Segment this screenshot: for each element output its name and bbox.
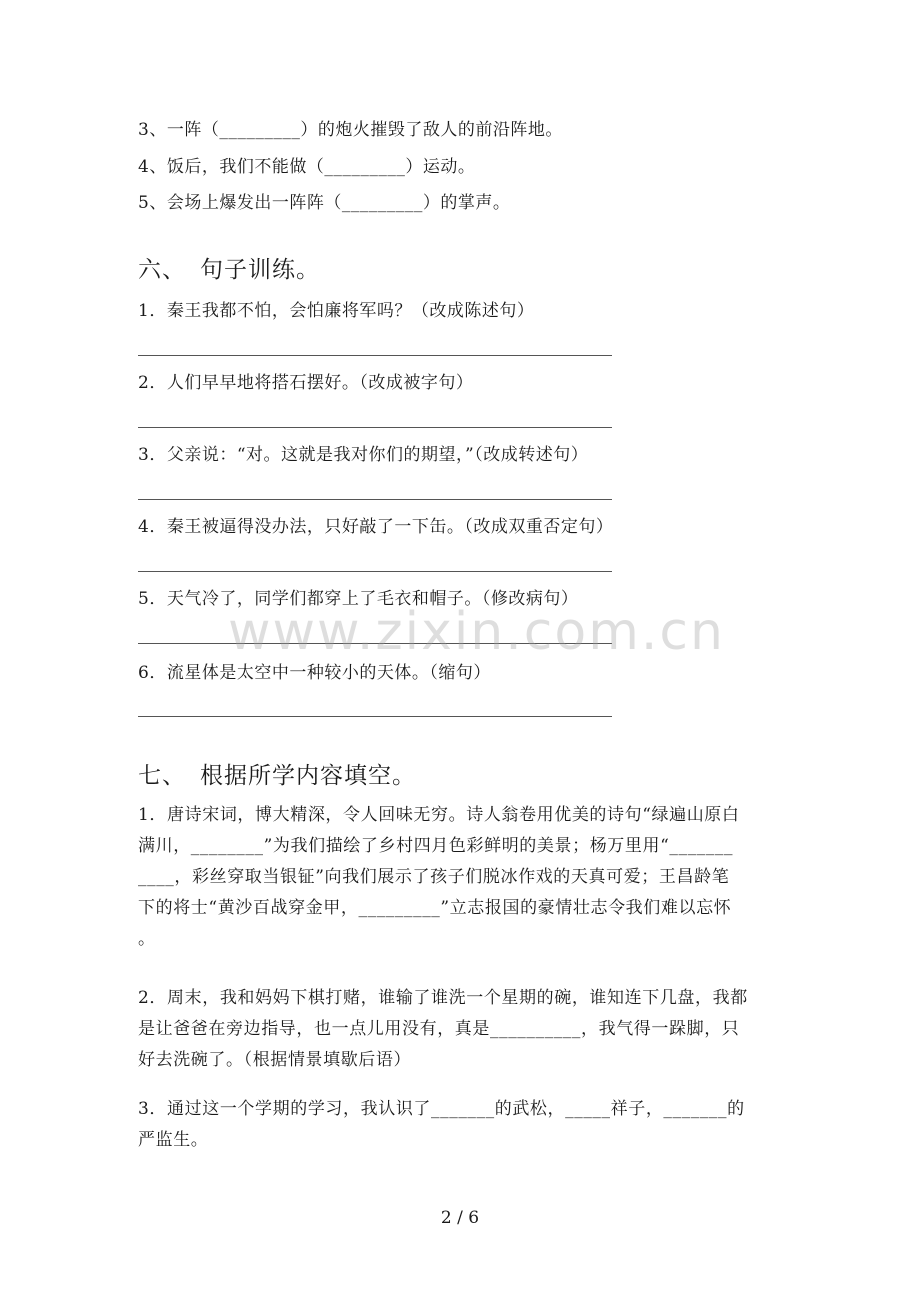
question-3-line: 严监生。: [138, 1130, 209, 1150]
section-6-heading: [138, 255, 320, 285]
section-6-title: 句子训练。: [200, 257, 320, 283]
question-2: [138, 983, 783, 1076]
question-2-line: 好去洗碗了。（根据情景填歇后语）: [138, 1050, 412, 1070]
sentence-item-1: 1．秦王我都不怕，会怕廉将军吗？（改成陈述句）: [138, 301, 535, 321]
question-3: [138, 1094, 783, 1156]
question-2-line: 2．周末，我和妈妈下棋打赌，谁输了谁洗一个星期的碗，谁知连下几盘，我都: [138, 988, 748, 1008]
question-1: [138, 800, 783, 955]
question-3-line: 3．通过这一个学期的学习，我认识了_______的武松，_____祥子，_______的: [138, 1099, 745, 1119]
question-1-line: 满川，________”为我们描绘了乡村四月色彩鲜明的美景；杨万里用“_______: [138, 836, 734, 856]
sentence-item-3: 3．父亲说：“对。这就是我对你们的期望，”（改成转述句）: [138, 445, 589, 465]
sentence-item-5: 5．天气冷了，同学们都穿上了毛衣和帽子。（修改病句）: [138, 589, 579, 609]
section-7-title: 根据所学内容填空。: [200, 763, 416, 789]
answer-line-6[interactable]: [138, 716, 612, 717]
answer-line-2[interactable]: [138, 427, 612, 428]
question-1-line: 下的将士“黄沙百战穿金甲，_________”立志报国的豪情壮志令我们难以忘怀: [138, 898, 732, 918]
question-2-line: 是让爸爸在旁边指导，也一点儿用没有，真是__________，我气得一跺脚，只: [138, 1019, 740, 1039]
fill-item-3: 3、一阵（_________）的炮火摧毁了敌人的前沿阵地。: [138, 120, 563, 140]
answer-line-4[interactable]: [138, 571, 612, 572]
page-number: 2 / 6: [440, 1208, 480, 1228]
sentence-item-6: 6．流星体是太空中一种较小的天体。（缩句）: [138, 663, 491, 683]
sentence-item-4: 4．秦王被逼得没办法，只好敲了一下缶。（改成双重否定句）: [138, 517, 614, 537]
question-1-line: 。: [138, 929, 156, 949]
sentence-item-2: 2．人们早早地将搭石摆好。（改成被字句）: [138, 373, 474, 393]
question-1-line: ____，彩丝穿取当银钲”向我们展示了孩子们脱冰作戏的天真可爱；王昌龄笔: [138, 867, 730, 887]
fill-item-5: 5、会场上爆发出一阵阵（_________）的掌声。: [138, 193, 511, 213]
fill-item-4: 4、饭后，我们不能做（_________）运动。: [138, 157, 476, 177]
answer-line-1[interactable]: [138, 355, 612, 356]
answer-line-3[interactable]: [138, 499, 612, 500]
watermark: www.zixin.com.cn: [228, 602, 725, 662]
question-1-line: 1．唐诗宋词，博大精深，令人回味无穷。诗人翁卷用优美的诗句“绿遍山原白: [138, 805, 740, 825]
section-7-heading: [138, 761, 416, 791]
section-7-number: 七、: [138, 763, 186, 789]
section-6-number: 六、: [138, 257, 186, 283]
